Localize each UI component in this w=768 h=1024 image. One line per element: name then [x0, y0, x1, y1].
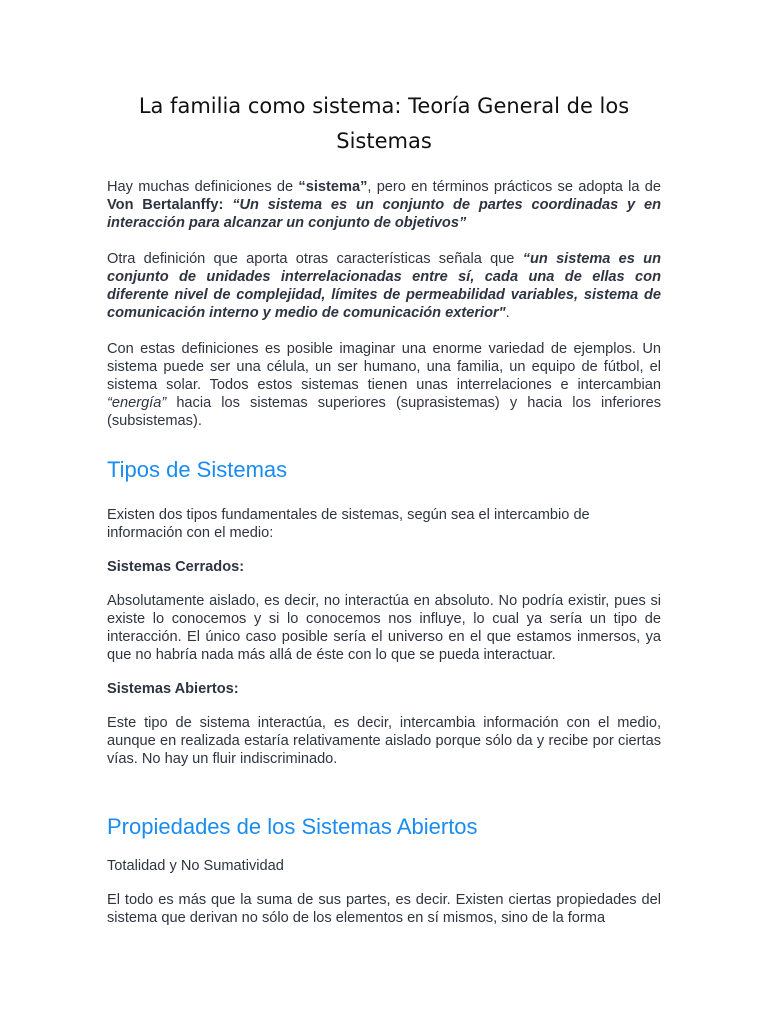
text-span: hacia los sistemas superiores (suprasistemas) y hacia los inferiores (subsistemas).	[107, 395, 661, 429]
subheading-sistemas-cerrados	[107, 558, 661, 576]
text-span: .	[505, 305, 510, 321]
text-span: Con estas definiciones es posible imaginar una enorme variedad de ejemplos. Un sistema puede ser una célula, un ser humano, una familia, un equipo de fútbol, el sistema solar. Todos estos sistemas tienen unas interrelaciones e intercambian	[107, 341, 661, 393]
bold-author-name: Von Bertalanffy:	[107, 197, 233, 213]
text-span: Hay muchas definiciones de	[107, 179, 299, 195]
paragraph-totalidad: Totalidad y No Sumatividad	[107, 858, 284, 874]
subheading-text: Sistemas Cerrados:	[107, 559, 245, 575]
paragraph-tipos-intro: Existen dos tipos fundamentales de sistemas, según sea el intercambio de información con el medio:	[107, 507, 590, 541]
heading-propiedades: Propiedades de los Sistemas Abiertos	[107, 814, 478, 839]
quote-definition: “Un sistema es un conjunto de partes coordinadas y en interacción para alcanzar un conjunto de objetivos”	[107, 197, 662, 231]
bold-term-sistema: “sistema”	[298, 179, 368, 195]
paragraph-abiertos: Este tipo de sistema interactúa, es decir, intercambia información con el medio, aunque en realizada estaría relativamente aislado porque sólo da y recibe por ciertas vías. No hay un fluir indiscriminado.	[107, 715, 661, 767]
italic-term-energia: “energía”	[107, 395, 167, 411]
paragraph-todo-mas-que-suma: El todo es más que la suma de sus partes, es decir. Existen ciertas propiedades del sistema que derivan no sólo de los elementos en sí mismos, sino de la forma	[107, 892, 661, 926]
paragraph-other-definition	[107, 250, 661, 322]
heading-tipos-de-sistemas: Tipos de Sistemas	[107, 457, 288, 482]
document-title: La familia como sistema: Teoría General de los Sistemas	[138, 94, 630, 153]
subheading-sistemas-abiertos	[107, 680, 661, 698]
text-span: , pero en términos prácticos se adopta la de	[367, 179, 661, 195]
paragraph-cerrados: Absolutamente aislado, es decir, no interactúa en absoluto. No podría existir, pues si existe lo conocemos y si lo conocemos nos influye, lo cual ya sería un tipo de interacción. El único caso posible sería el universo en el que estamos inmersos, ya que no habría nada más allá de éste con lo que se pueda interactuar.	[107, 593, 661, 663]
text-span: Otra definición que aporta otras características señala que	[107, 251, 523, 267]
paragraph-examples	[107, 340, 661, 430]
paragraph-definition-bertalanffy	[107, 178, 661, 232]
subheading-text: Sistemas Abiertos:	[107, 681, 239, 697]
quote-definition: “un sistema es un conjunto de unidades interrelacionadas entre sí, cada una de ellas con diferente nivel de complejidad, límites de permeabilidad variables, sistema de comunicación interno y medio de comunicación exterior"	[107, 251, 661, 321]
document-body	[107, 178, 661, 927]
